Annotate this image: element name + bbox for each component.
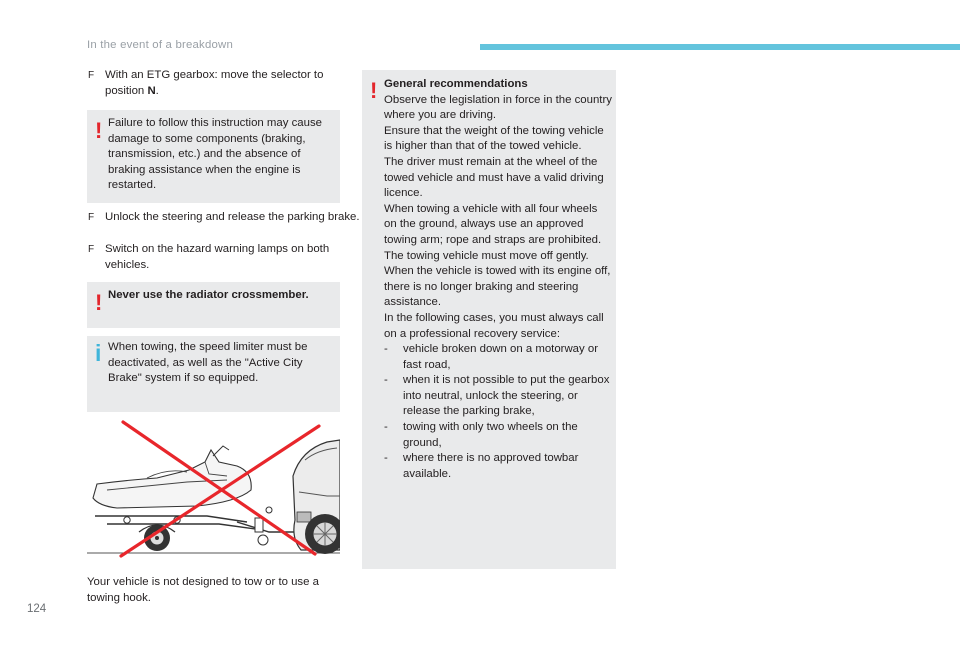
list-item <box>384 342 612 373</box>
step-unlock-steering <box>88 210 361 226</box>
list-item <box>384 373 612 420</box>
list-item-text: vehicle broken down on a motorway or fast road, <box>403 343 599 371</box>
recommendation-paragraph: Ensure that the weight of the towing vehicle is higher than that of the towed vehicle. <box>384 124 604 153</box>
general-recommendations-box <box>362 70 616 569</box>
list-item <box>384 451 612 482</box>
recommendation-paragraph: When the vehicle is towed with its engine off, there is no longer braking and steering assistance. <box>384 265 611 309</box>
header-accent-bar <box>480 44 960 50</box>
recommendations-content <box>384 77 612 482</box>
step-marker-icon: F <box>88 244 95 255</box>
step-text-end: . <box>155 84 159 97</box>
recommendation-paragraph: The towing vehicle must move off gently. <box>384 249 589 262</box>
no-towing-illustration <box>87 420 340 560</box>
recommendation-paragraph: Observe the legislation in force in the country where you are driving. <box>384 93 612 122</box>
warning-text: Never use the radiator crossmember. <box>108 289 309 301</box>
recommendations-title: General recommendations <box>384 78 528 90</box>
recommendation-paragraph: The driver must remain at the wheel of the towed vehicle and must have a valid driving licence. <box>384 155 604 200</box>
warning-icon: ! <box>370 78 378 103</box>
illustration-caption: Your vehicle is not designed to tow or to use a towing hook. <box>87 576 319 604</box>
recommendation-paragraph: In the following cases, you must always call on a professional recovery service: <box>384 311 604 340</box>
warning-text: Failure to follow this instruction may cause damage to some components (braking, transmission, etc.) and the absence of braking assistance when the engine is restarted. <box>108 117 322 192</box>
list-dash: - <box>384 343 388 356</box>
list-dash: - <box>384 374 388 387</box>
warning-icon: ! <box>95 118 103 143</box>
step-etg-gearbox <box>88 68 361 99</box>
warning-icon: ! <box>95 290 103 315</box>
list-item-text: towing with only two wheels on the ground, <box>403 421 578 449</box>
list-item-text: when it is not possible to put the gearbox into neutral, unlock the steering, or release the parking brake, <box>403 374 610 418</box>
step-text-bold: N <box>147 84 156 97</box>
list-item <box>384 420 612 451</box>
section-title: In the event of a breakdown <box>87 39 233 51</box>
step-hazard-lamps <box>88 242 361 273</box>
page-number: 124 <box>27 603 47 615</box>
step-text: Switch on the hazard warning lamps on both vehicles. <box>105 243 330 271</box>
info-text: When towing, the speed limiter must be deactivated, as well as the "Active City Brake" system if so equipped. <box>108 341 308 385</box>
info-box-speed-limiter <box>87 336 340 412</box>
step-marker-icon: F <box>88 70 95 81</box>
warning-box-etg <box>87 110 340 203</box>
list-dash: - <box>384 452 388 465</box>
recommendation-paragraph: When towing a vehicle with all four wheels on the ground, always use an approved towing arm; rope and straps are prohibited. <box>384 202 602 246</box>
list-item-text: where there is no approved towbar available. <box>403 452 579 480</box>
info-icon: i <box>95 340 102 366</box>
step-text: With an ETG gearbox: move the selector to position <box>105 69 324 97</box>
step-text: Unlock the steering and release the parking brake. <box>105 211 360 223</box>
warning-box-radiator <box>87 282 340 328</box>
step-marker-icon: F <box>88 212 95 223</box>
list-dash: - <box>384 421 388 434</box>
recovery-service-list <box>384 342 612 482</box>
